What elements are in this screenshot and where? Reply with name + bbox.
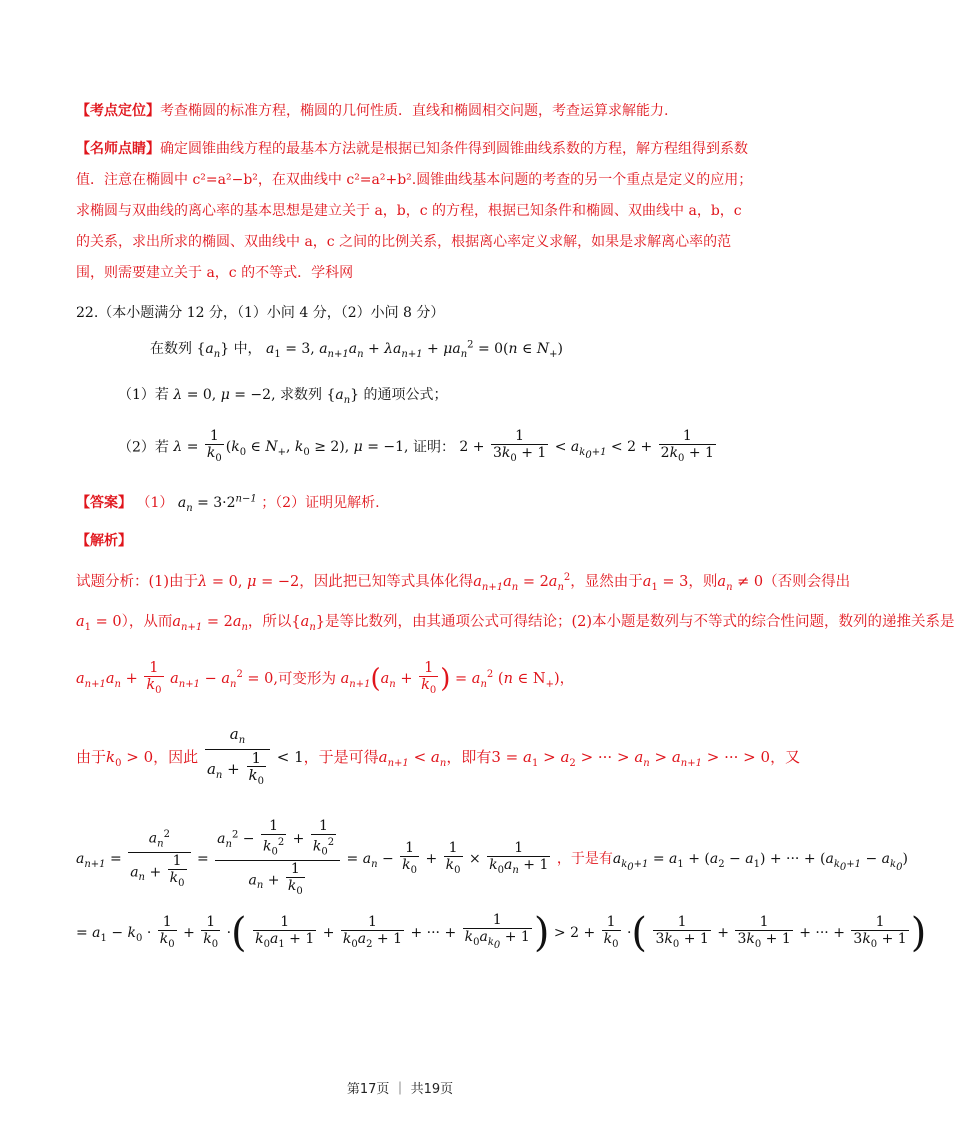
page-footer: 第17页 ｜ 共19页 <box>346 1082 454 1097</box>
jiexi-label: 【解析】 <box>76 533 132 549</box>
problem-part1: （1）若 λ = 0, μ = −2, 求数列 $\{a_n\}$ 的通项公式； <box>118 387 448 406</box>
analysis-line1: 试题分析：(1)由于λ = 0, μ = −2，因此把已知等式具体化得$a_{n+1}a_n = 2a_n^2$，显然由于$a_1 = 3$，则$a_n \ne 0$（否则会得出 <box>76 572 851 593</box>
kaodian-text: 考查椭圆的标准方程，椭圆的几何性质．直线和椭圆相交问题，考查运算求解能力. <box>160 103 669 119</box>
kaodian-paragraph <box>76 96 756 126</box>
analysis-line2: $a_1 = 0$），从而$a_{n+1} = 2a_n$，所以$\{a_n\}$是等比数列，由其通项公式可得结论；(2)本小题是数列与不等式的综合性问题，数列的递推关系是 <box>76 614 955 633</box>
equation-line2: = $a_1 - k_0$ · $\frac{1}{k_0}$ + $\frac{1}{k_0}$ ·( $\frac{1}{k_0a_1 + 1}$ + $\frac{1}{k_0a_2 + 1}$ + ··· + $\frac{1}{k_0a_{k_0} + 1}$ ) > 2 + $\frac{1}{k_0}$ ·( $\frac{1}{3k_0 + 1}$ + $\frac{1}{3k_0 + 1}$ + ··· + $\frac{1}{3k_0 + 1}$ ) <box>76 910 927 956</box>
equation-line1: $a_{n+1}$ = $a_n^2$ $a_n$ + $\frac{1}{k_0}$ = $a_n^2$ − $\frac{1}{k_0^2}$ + $\frac{1}{k_0^2}$ $a_n$ + $\frac{1}{k_0}$ = $a_n$ − $\frac{1}{k_0}$ + $\frac{1}{k_0}$ × $\frac{1}{k_0a_n + 1}$ ，于是有$a_{k_0+1} = a_1 + (a_2 - a_1)$ + ··· + $(a_{k_0+1} - a_{k_0})$ <box>76 818 908 898</box>
mingshi-label: 【名师点睛】 <box>76 141 160 157</box>
problem-part2: （2）若 λ = $\frac{1}{k_0}$ ($k_0$ ∈ $N_+$, $k_0 \ge 2$), μ = −1, 证明： 2 + $\frac{1}{3k_0 + 1}$ < $a_{k_0+1} < 2$ + $\frac{1}{2k_0 + 1}$ <box>118 428 714 464</box>
analysis-line4: 由于$k_0 > 0$，因此 $a_n$ $a_n$ + $\frac{1}{k_0}$ < 1，于是可得$a_{n+1} < a_n$，即有$3 = a_1 > a_2$ > ··· > $a_n > a_{n+1}$ > ··· > 0，又 <box>76 725 801 787</box>
problem-intro: 在数列 $\{a_n\}$ 中， $a_1 = 3$, $a_{n+1}a_n + \lambda a_{n+1} + \mu a_n^2 = 0(n$ ∈ $N_+$) <box>150 339 563 360</box>
mingshi-paragraph <box>76 134 756 289</box>
mingshi-text: 确定圆锥曲线方程的最基本方法就是根据已知条件得到圆锥曲线系数的方程，解方程组得到系数值．注意在椭圆中 c²=a²−b²，在双曲线中 c²=a²+b².圆锥曲线基本问题的考查的另一个重点是定义的应用；求椭圆与双曲线的离心率的基本思想是建立关于 a，b，c 的方程，根据已知条件和椭圆、双曲线中 a，b，c 的关系，求出所求的椭圆、双曲线中 a，c 之间的比例关系，根据离心率定义求解，如果是求解离心率的范围，则需要建立关于 a，c 的不等式．学科网 <box>76 141 753 281</box>
kaodian-label: 【考点定位】 <box>76 103 160 119</box>
problem-header: 22.（本小题满分 12 分，（1）小问 4 分，（2）小问 8 分） <box>76 305 445 321</box>
analysis-line3: $a_{n+1}a_n$ + $\frac{1}{k_0}$ $a_{n+1} - a_n^2 = 0$,可变形为 $a_{n+1}(a_n$ + $\frac{1}{k_0}$ ) = $a_n^2$ (n ∈ $N_+$)， <box>76 660 575 696</box>
answer-line: 【答案】 （1） $a_n = 3\cdot 2^{n-1}$ ；（2）证明见解析. <box>76 493 380 514</box>
